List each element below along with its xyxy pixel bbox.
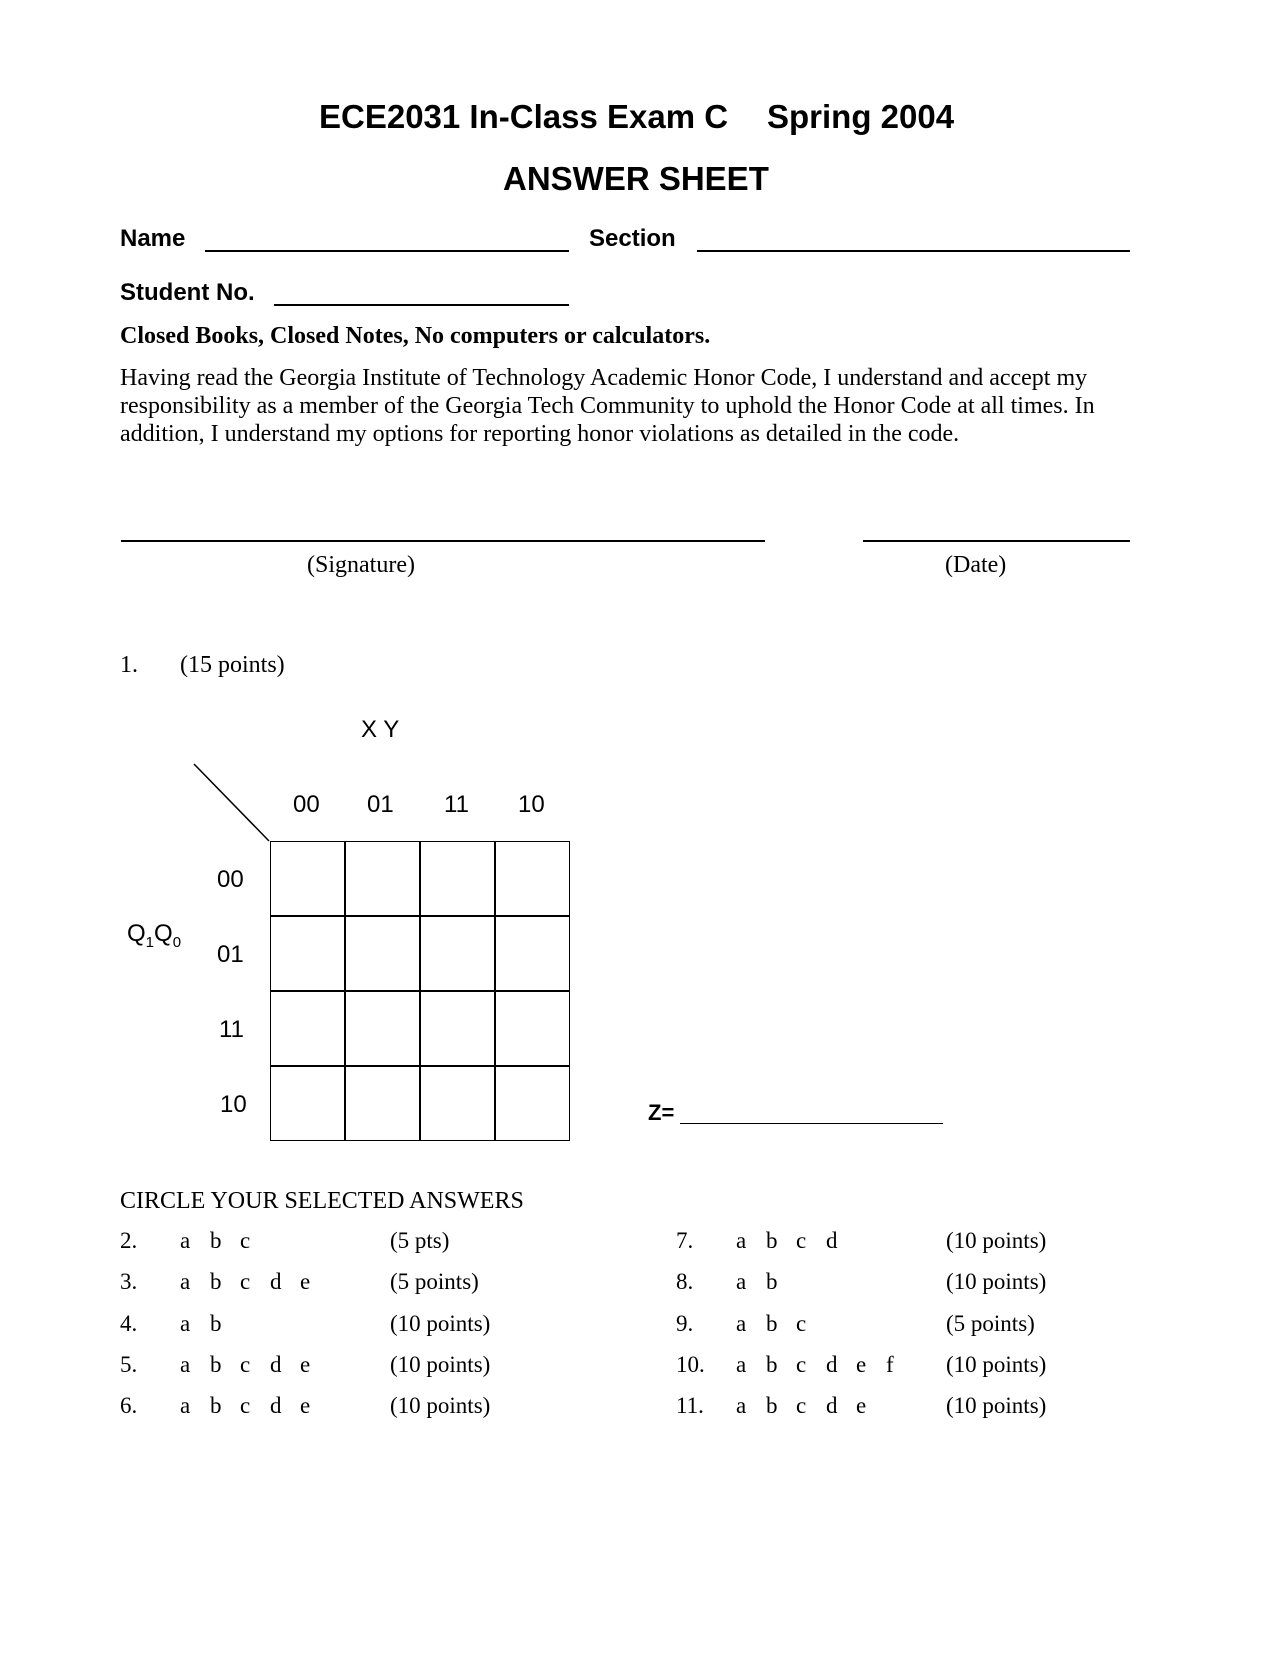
answer-option-b[interactable]: b (766, 1311, 778, 1336)
signature-blank[interactable] (121, 540, 765, 542)
answer-question-number: 11. (676, 1393, 704, 1418)
kmap-cell-r1-c2[interactable] (420, 916, 495, 991)
exam-term: Spring 2004 (767, 98, 955, 135)
answer-option-c[interactable]: c (796, 1228, 807, 1253)
kmap-cell-r1-c1[interactable] (345, 916, 420, 991)
z-label: Z= (648, 1100, 675, 1125)
kmap-cell-r2-c1[interactable] (345, 991, 420, 1066)
answer-option-a[interactable]: a (736, 1228, 747, 1253)
answer-points: (10 points) (946, 1228, 1047, 1253)
kmap-cell-r0-c1[interactable] (345, 841, 420, 916)
answer-option-b[interactable]: b (766, 1269, 778, 1294)
kmap-row-header-01: 01 (217, 941, 244, 968)
honor-code-line-1: Having read the Georgia Institute of Technology Academic Honor Code, I understand and accept my (120, 365, 1088, 391)
answer-option-d[interactable]: d (826, 1393, 838, 1418)
answer-option-d[interactable]: d (270, 1269, 282, 1294)
answers-heading: CIRCLE YOUR SELECTED ANSWERS (120, 1188, 524, 1214)
answer-option-c[interactable]: c (796, 1352, 807, 1377)
answer-points: (10 points) (946, 1352, 1047, 1377)
answer-option-c[interactable]: c (240, 1269, 251, 1294)
answer-points: (10 points) (946, 1269, 1047, 1294)
answer-question-number: 4. (120, 1311, 138, 1336)
answer-option-c[interactable]: c (240, 1352, 251, 1377)
section-label: Section (589, 225, 676, 252)
answer-option-c[interactable]: c (240, 1228, 251, 1253)
kmap-row-header-10: 10 (220, 1091, 247, 1118)
answer-option-b[interactable]: b (766, 1393, 778, 1418)
answer-option-b[interactable]: b (210, 1269, 222, 1294)
kmap-cell-r2-c2[interactable] (420, 991, 495, 1066)
kmap-col-header-10: 10 (518, 791, 545, 818)
name-label: Name (120, 225, 186, 252)
answer-option-b[interactable]: b (210, 1352, 222, 1377)
answer-question-number: 6. (120, 1393, 138, 1418)
answer-question-number: 2. (120, 1228, 138, 1253)
answer-option-b[interactable]: b (766, 1228, 778, 1253)
kmap-cell-r2-c3[interactable] (495, 991, 570, 1066)
kmap-cell-r2-c0[interactable] (270, 991, 345, 1066)
answer-option-b[interactable]: b (210, 1393, 222, 1418)
answer-option-e[interactable]: e (856, 1352, 867, 1377)
kmap-corner-diagonal (190, 760, 270, 842)
kmap-cell-r1-c3[interactable] (495, 916, 570, 991)
answer-points: (5 points) (946, 1311, 1035, 1336)
answer-option-c[interactable]: c (796, 1393, 807, 1418)
answer-option-a[interactable]: a (180, 1228, 191, 1253)
kmap-cell-r3-c1[interactable] (345, 1066, 420, 1141)
kmap-col-header-11: 11 (444, 791, 469, 818)
answer-option-a[interactable]: a (180, 1311, 191, 1336)
answer-sheet-title: ANSWER SHEET (503, 160, 769, 197)
answer-option-a[interactable]: a (736, 1352, 747, 1377)
student-no-blank[interactable] (274, 304, 569, 306)
answer-option-f[interactable]: f (886, 1352, 894, 1377)
honor-code-line-3: addition, I understand my options for reporting honor violations as detailed in the code. (120, 421, 960, 447)
answer-option-d[interactable]: d (270, 1352, 282, 1377)
answer-question-number: 5. (120, 1352, 138, 1377)
honor-code-line-2: responsibility as a member of the Georgia Tech Community to uphold the Honor Code at all times. In (120, 393, 1095, 419)
answer-option-e[interactable]: e (300, 1393, 311, 1418)
answer-option-a[interactable]: a (180, 1352, 191, 1377)
answer-points: (5 points) (390, 1269, 479, 1294)
student-no-label: Student No. (120, 279, 255, 306)
answer-option-c[interactable]: c (796, 1311, 807, 1336)
answer-question-number: 3. (120, 1269, 138, 1294)
kmap-cell-r3-c3[interactable] (495, 1066, 570, 1141)
kmap-col-variable: X Y (361, 716, 400, 743)
kmap-cell-r0-c0[interactable] (270, 841, 345, 916)
kmap-cell-r0-c3[interactable] (495, 841, 570, 916)
answer-points: (10 points) (390, 1352, 491, 1377)
kmap-row-header-11: 11 (219, 1016, 244, 1043)
answer-option-a[interactable]: a (736, 1393, 747, 1418)
answer-option-c[interactable]: c (240, 1393, 251, 1418)
answer-option-b[interactable]: b (210, 1228, 222, 1253)
answer-option-d[interactable]: d (270, 1393, 282, 1418)
answer-question-number: 9. (676, 1311, 694, 1336)
date-label: (Date) (945, 552, 1007, 578)
kmap-row-header-00: 00 (217, 866, 244, 893)
exam-rules: Closed Books, Closed Notes, No computers or calculators. (120, 323, 711, 349)
answer-question-number: 10. (676, 1352, 705, 1377)
answer-points: (10 points) (390, 1311, 491, 1336)
answer-points: (10 points) (946, 1393, 1047, 1418)
answer-option-a[interactable]: a (180, 1269, 191, 1294)
answer-option-a[interactable]: a (180, 1393, 191, 1418)
kmap-cell-r3-c0[interactable] (270, 1066, 345, 1141)
answer-question-number: 8. (676, 1269, 694, 1294)
answer-points: (10 points) (390, 1393, 491, 1418)
kmap-cell-r0-c2[interactable] (420, 841, 495, 916)
answer-points: (5 pts) (390, 1228, 450, 1253)
kmap-col-header-01: 01 (367, 791, 394, 818)
answer-option-e[interactable]: e (856, 1393, 867, 1418)
kmap-cell-r3-c2[interactable] (420, 1066, 495, 1141)
kmap-col-header-00: 00 (293, 791, 320, 818)
z-answer-blank[interactable] (680, 1123, 943, 1124)
answer-option-b[interactable]: b (766, 1352, 778, 1377)
question-1-number: 1. (120, 652, 138, 678)
answer-question-number: 7. (676, 1228, 694, 1253)
date-blank[interactable] (863, 540, 1130, 542)
exam-title: ECE2031 In-Class Exam C (319, 98, 729, 135)
kmap-row-variable: $Q_1Q_0$ (127, 920, 182, 951)
answer-option-d[interactable]: d (826, 1228, 838, 1253)
signature-label: (Signature) (307, 552, 415, 578)
answer-option-e[interactable]: e (300, 1352, 311, 1377)
question-1-points: (15 points) (180, 652, 285, 678)
name-blank[interactable] (205, 250, 569, 252)
answer-option-e[interactable]: e (300, 1269, 311, 1294)
answer-option-a[interactable]: a (736, 1311, 747, 1336)
section-blank[interactable] (697, 250, 1130, 252)
kmap-cell-r1-c0[interactable] (270, 916, 345, 991)
answer-option-b[interactable]: b (210, 1311, 222, 1336)
answer-option-a[interactable]: a (736, 1269, 747, 1294)
answer-option-d[interactable]: d (826, 1352, 838, 1377)
